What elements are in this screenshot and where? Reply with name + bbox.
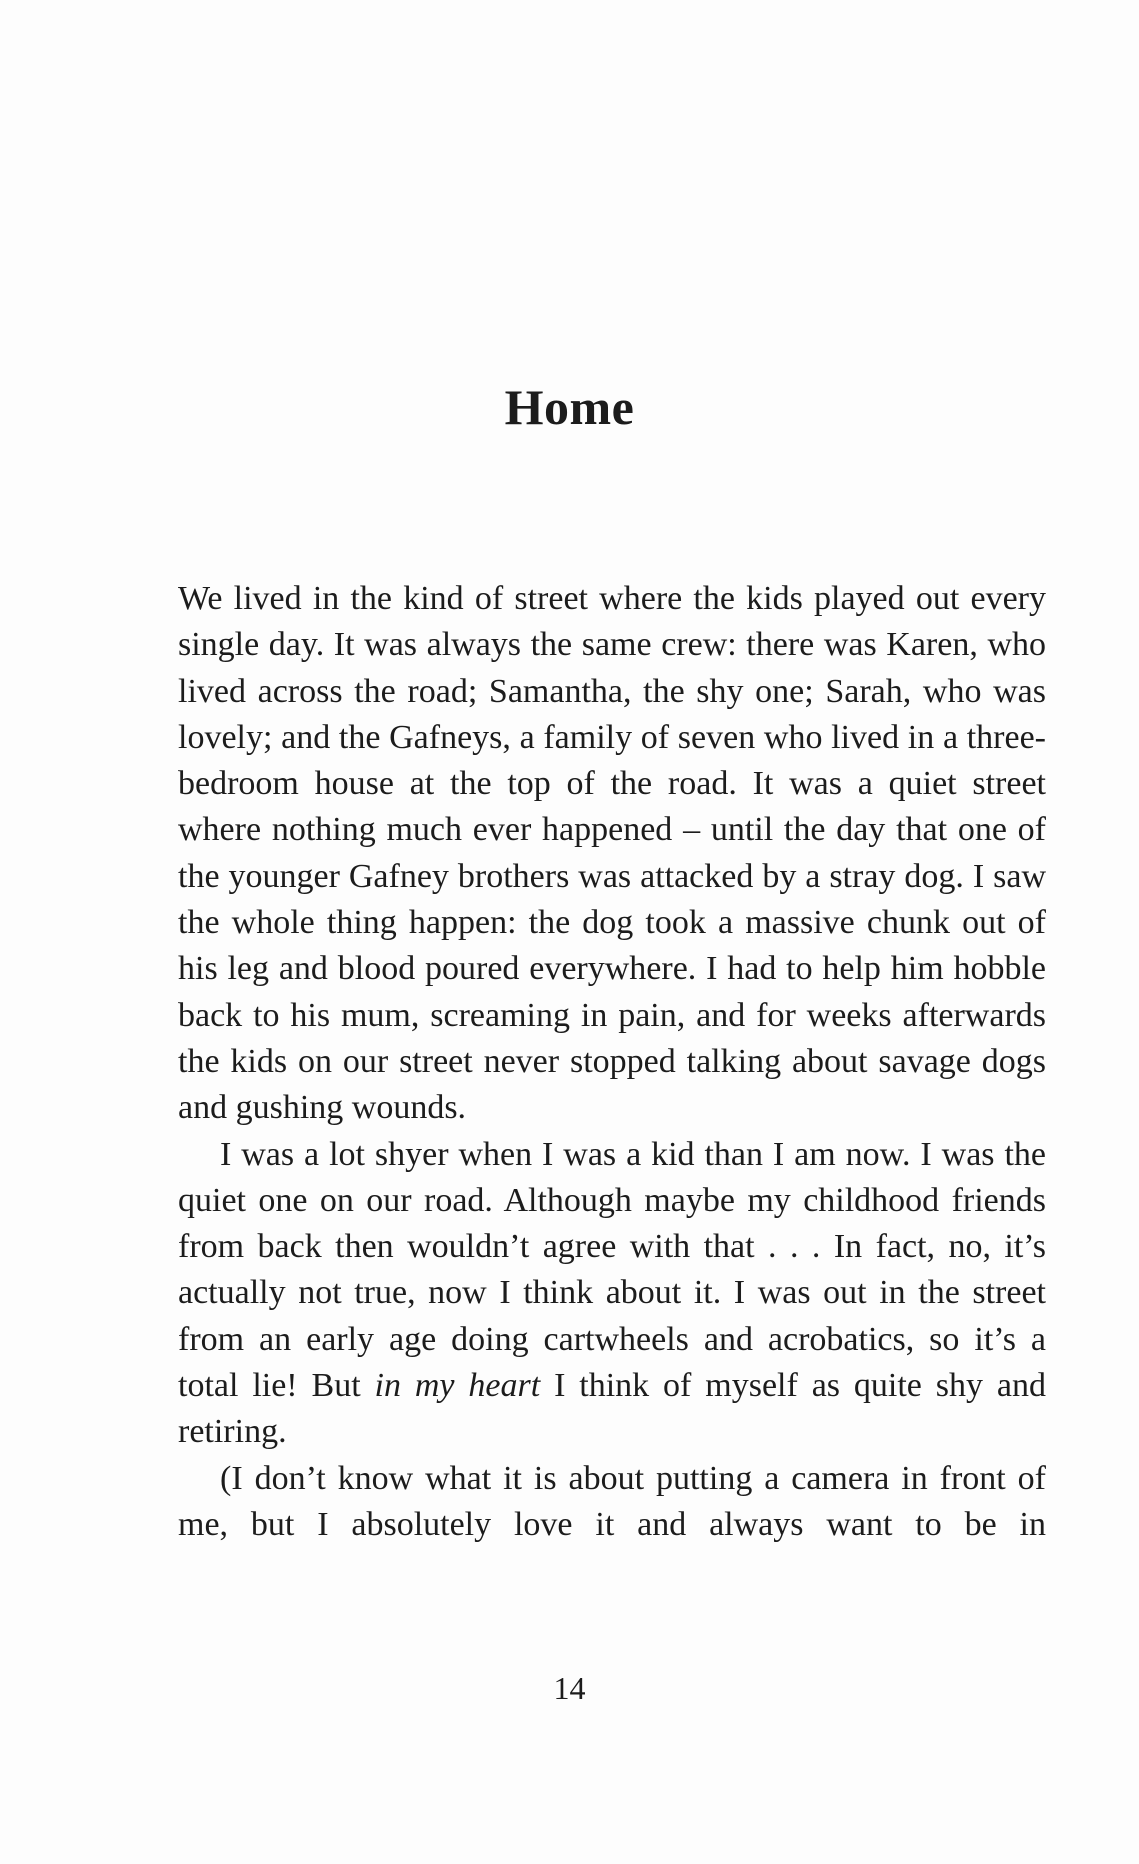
paragraph-1-text: We lived in the kind of street where the kids played out every single day. It was always the same crew: there was Karen, who lived across the road; Samantha, the shy one; Sarah, who was lovely; and the Gafneys, a family of seven who lived in a three-bedroom house at the top of the road. It was a quiet street where nothing much ever happened – until the day that one of the younger Gafney brothers was attacked by a stray dog. I saw the whole thing happen: the dog took a massive chunk out of his leg and blood poured everywhere. I had to help him hobble back to his mum, screaming in pain, and for weeks afterwards the kids on our street never stopped talking about savage dogs and gushing wounds. [178, 580, 1046, 1127]
paragraph-1 [178, 576, 1046, 1132]
page-number: 14 [553, 1670, 586, 1706]
chapter-title: Home [504, 379, 635, 435]
paragraph-2 [178, 1132, 1046, 1456]
paragraph-2-emphasis: in my heart [374, 1367, 541, 1405]
paragraph-2-text: I was a lot shyer when I was a kid than I am now. I was the quiet one on our road. Although maybe my childhood friends from back then wouldn’t agree with that . . . In fact, no, it’s actually not true, now I think about it. I was out in the street from an early age doing cartwheels and acrobatics, so it’s a total lie! But [178, 1135, 1046, 1405]
body-text [178, 576, 1046, 1548]
paragraph-3 [178, 1456, 1046, 1549]
paragraph-3-text: (I don’t know what it is about putting a camera in front of me, but I absolutely love it and always want to be in [178, 1459, 1046, 1543]
paragraph-2-text-end: I think of myself as quite shy and retiring. [178, 1367, 1046, 1451]
